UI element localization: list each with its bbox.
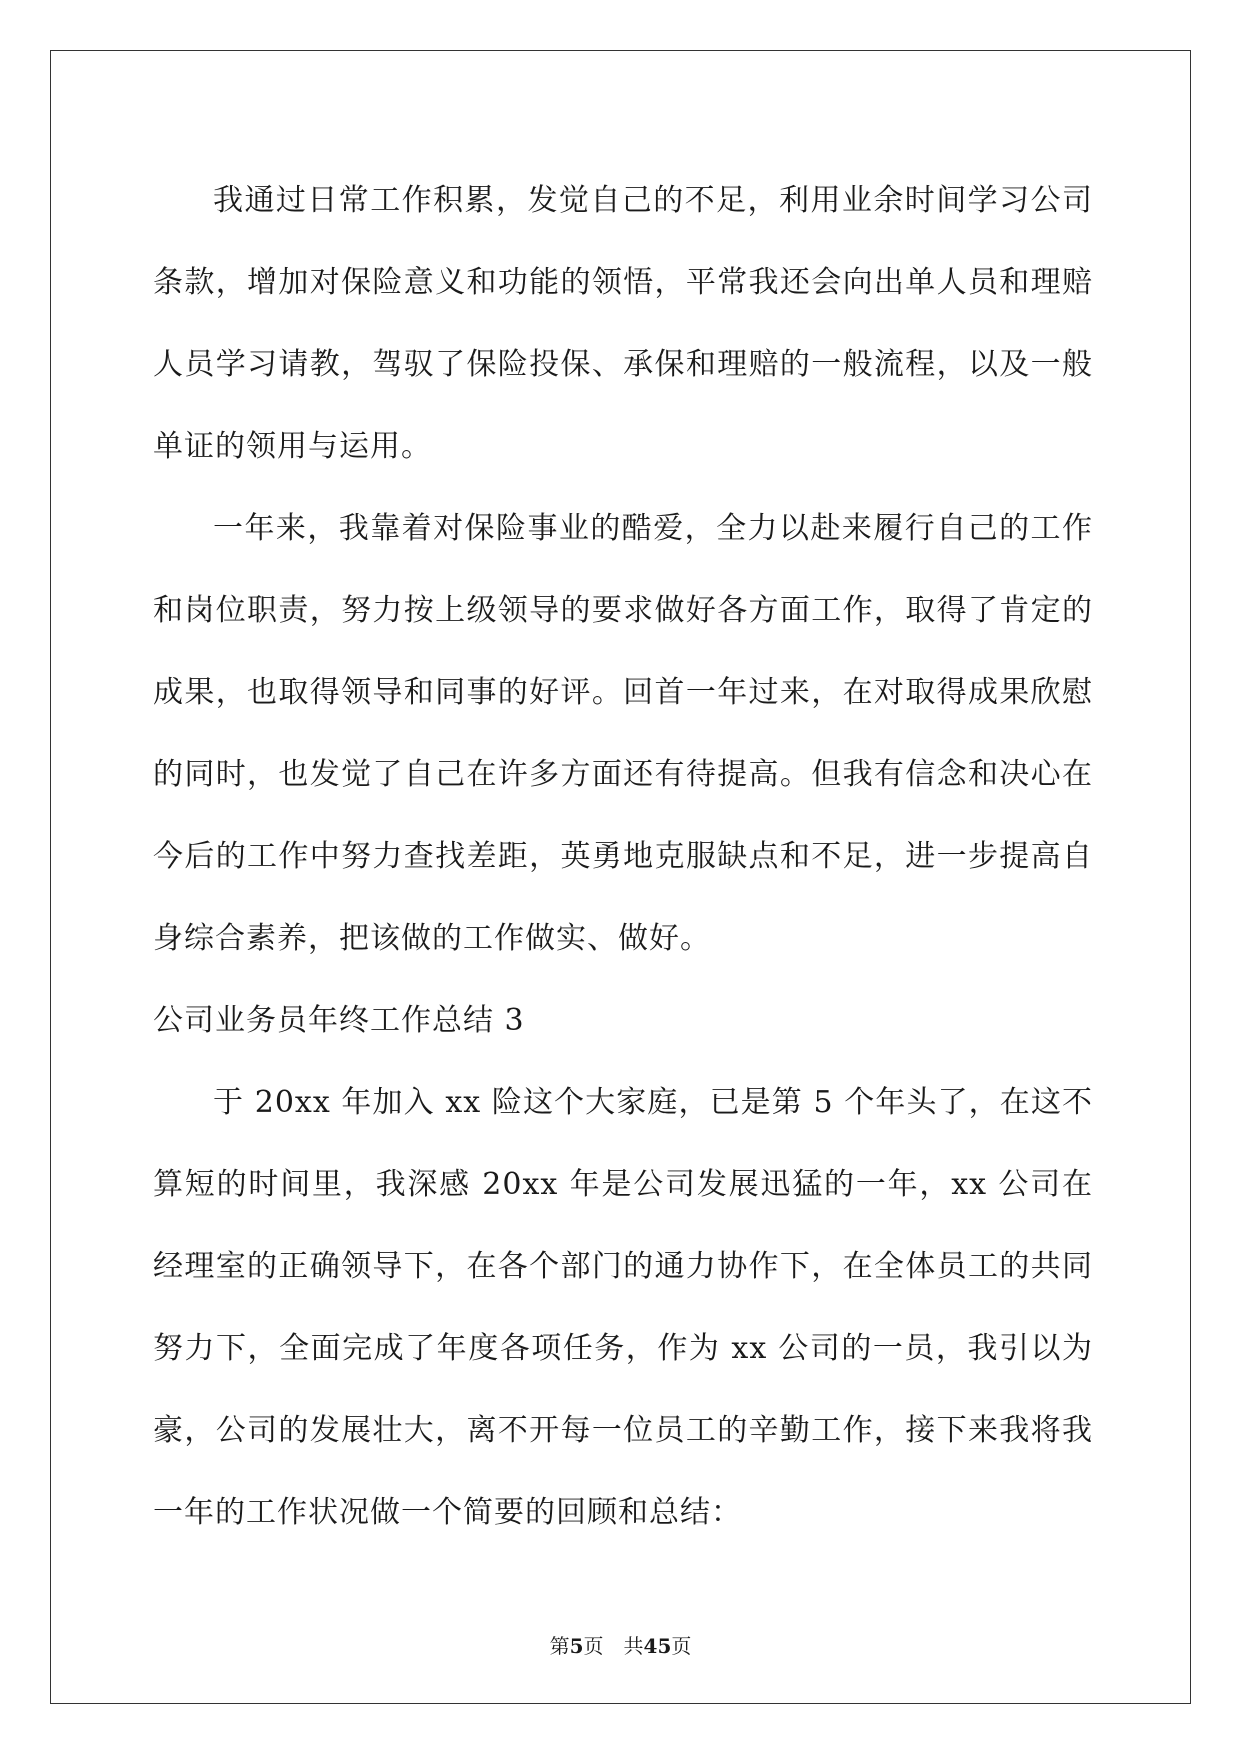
- page-label-prefix: 第: [549, 1634, 570, 1658]
- paragraph-1: 我通过日常工作积累，发觉自己的不足，利用业余时间学习公司条款，增加对保险意义和功能的领悟，平常我还会向出单人员和理赔人员学习请教，驾驭了保险投保、承保和理赔的一般流程，以及一般单证的领用与运用。: [153, 183, 1093, 464]
- total-label-suffix: 页: [671, 1634, 692, 1658]
- document-body: [153, 160, 1093, 1554]
- page-footer: [0, 1630, 1241, 1659]
- total-label-prefix: 共: [623, 1634, 644, 1658]
- page-label-suffix: 页: [583, 1634, 604, 1658]
- paragraph-3: 于 20xx 年加入 xx 险这个大家庭，已是第 5 个年头了，在这不算短的时间里，我深感 20xx 年是公司发展迅猛的一年，xx 公司在经理室的正确领导下，在各个部门的通力协作下，在全体员工的共同努力下，全面完成了年度各项任务，作为 xx 公司的一员，我引以为豪，公司的发展壮大，离不开每一位员工的辛勤工作，接下来我将我一年的工作状况做一个简要的回顾和总结：: [153, 1085, 1093, 1530]
- paragraph-2: 一年来，我靠着对保险事业的酷爱，全力以赴来履行自己的工作和岗位职责，努力按上级领导的要求做好各方面工作，取得了肯定的成果，也取得领导和同事的好评。回首一年过来，在对取得成果欣慰的同时，也发觉了自己在许多方面还有待提高。但我有信念和决心在今后的工作中努力查找差距，英勇地克服缺点和不足，进一步提高自身综合素养，把该做的工作做实、做好。: [153, 511, 1093, 956]
- page-number: 5: [569, 1634, 584, 1658]
- total-pages: 45: [643, 1634, 672, 1658]
- section-heading: 公司业务员年终工作总结 3: [153, 1003, 525, 1038]
